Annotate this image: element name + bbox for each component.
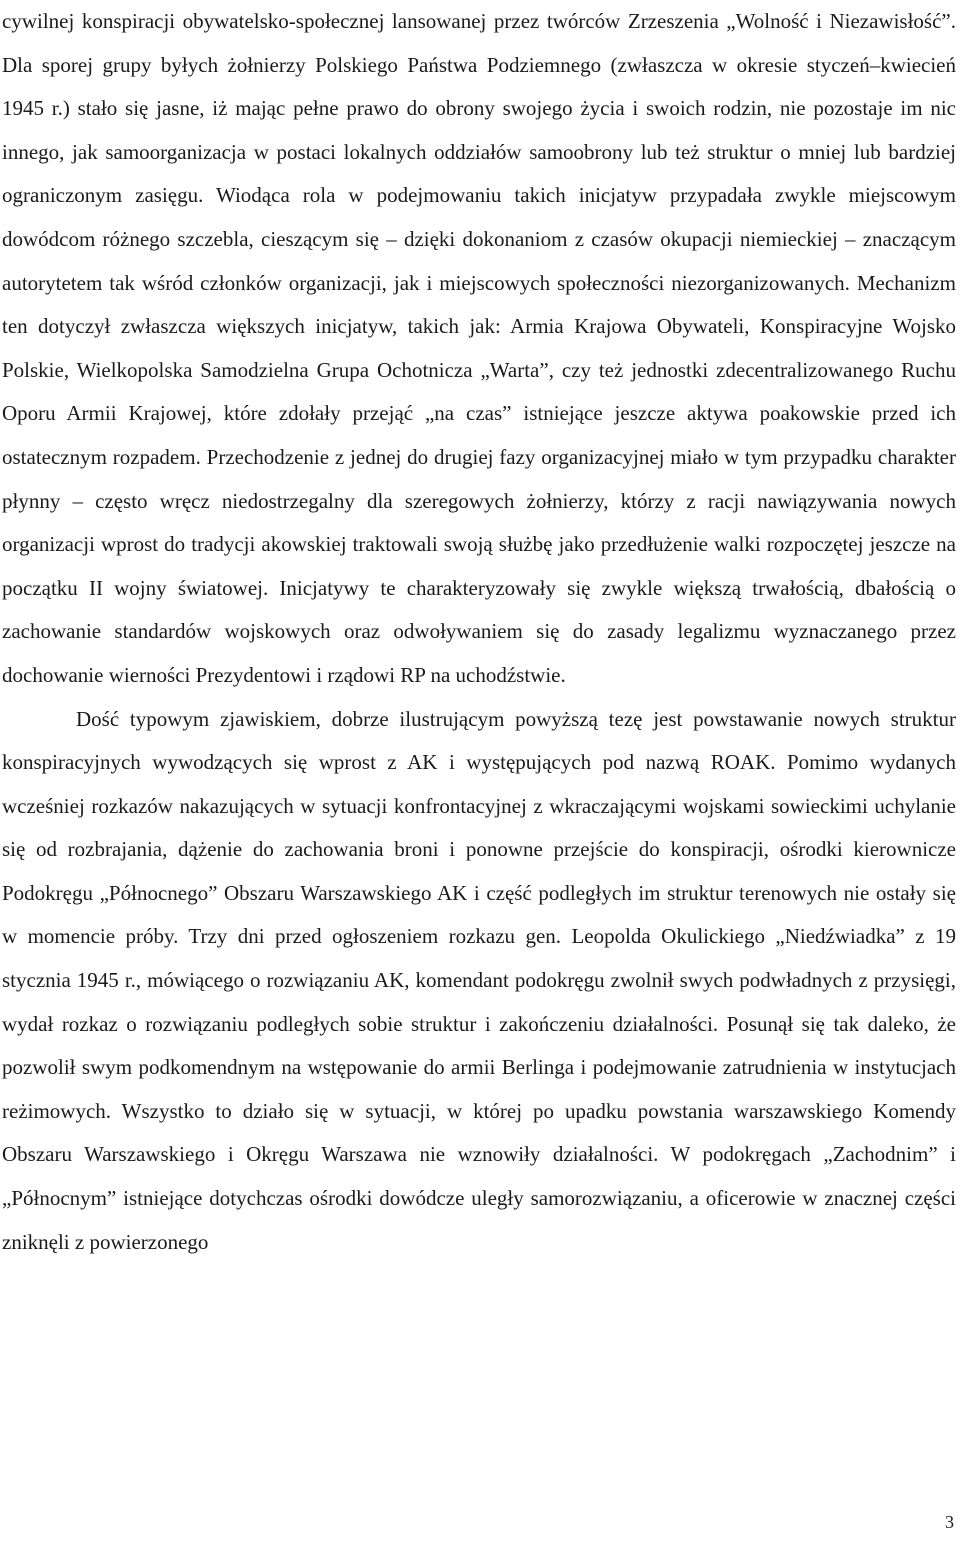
body-text (2, 0, 956, 1264)
page-number: 3 (945, 1512, 954, 1532)
paragraph-2: Dość typowym zjawiskiem, dobrze ilustrującym powyższą tezę jest powstawanie nowych struktur konspiracyjnych wywodzących się wprost z AK i występujących pod nazwą ROAK. Pomimo wydanych wcześniej rozkazów nakazujących w sytuacji konfrontacyjnej z wkraczającymi wojskami sowieckimi uchylanie się od rozbrajania, dążenie do zachowania broni i ponowne przejście do konspiracji, ośrodki kierownicze Podokręgu „Północnego” Obszaru Warszawskiego AK i część podległych im struktur terenowych nie ostały się w momencie próby. Trzy dni przed ogłoszeniem rozkazu gen. Leopolda Okulickiego „Niedźwiadka” z 19 stycznia 1945 r., mówiącego o rozwiązaniu AK, komendant podokręgu zwolnił swych podwładnych z przysięgi, wydał rozkaz o rozwiązaniu podległych sobie struktur i zakończeniu działalności. Posunął się tak daleko, że pozwolił swym podkomendnym na wstępowanie do armii Berlinga i podejmowanie zatrudnienia w instytucjach reżimowych. Wszystko to działo się w sytuacji, w której po upadku powstania warszawskiego Komendy Obszaru Warszawskiego i Okręgu Warszawa nie wznowiły działalności. W podokręgach „Zachodnim” i „Północnym” istniejące dotychczas ośrodki dowódcze uległy samorozwiązaniu, a oficerowie w znacznej części zniknęli z powierzonego (2, 706, 956, 1254)
paragraph-1: cywilnej konspiracji obywatelsko-społecznej lansowanej przez twórców Zrzeszenia „Wolność i Niezawisłość”. Dla sporej grupy byłych żołnierzy Polskiego Państwa Podziemnego (zwłaszcza w okresie styczeń–kwiecień 1945 r.) stało się jasne, iż mając pełne prawo do obrony swojego życia i swoich rodzin, nie pozostaje im nic innego, jak samoorganizacja w postaci lokalnych oddziałów samoobrony lub też struktur o mniej lub bardziej ograniczonym zasięgu. Wiodąca rola w podejmowaniu takich inicjatyw przypadała zwykle miejscowym dowódcom różnego szczebla, cieszącym się – dzięki dokonaniom z czasów okupacji niemieckiej – znaczącym autorytetem tak wśród członków organizacji, jak i miejscowych społeczności niezorganizowanych. Mechanizm ten dotyczył zwłaszcza większych inicjatyw, takich jak: Armia Krajowa Obywateli, Konspiracyjne Wojsko Polskie, Wielkopolska Samodzielna Grupa Ochotnicza „Warta”, czy też jednostki zdecentralizowanego Ruchu Oporu Armii Krajowej, które zdołały przejąć „na czas” istniejące jeszcze aktywa poakowskie przed ich ostatecznym rozpadem. Przechodzenie z jednej do drugiej fazy organizacyjnej miało w tym przypadku charakter płynny – często wręcz niedostrzegalny dla szeregowych żołnierzy, którzy z racji nawiązywania nowych organizacji wprost do tradycji akowskiej traktowali swoją służbę jako przedłużenie walki rozpoczętej jeszcze na początku II wojny światowej. Inicjatywy te charakteryzowały się zwykle większą trwałością, dbałością o zachowanie standardów wojskowych oraz odwoływaniem się do zasady legalizmu wyznaczanego przez dochowanie wierności Prezydentowi i rządowi RP na uchodźstwie. (2, 9, 956, 687)
